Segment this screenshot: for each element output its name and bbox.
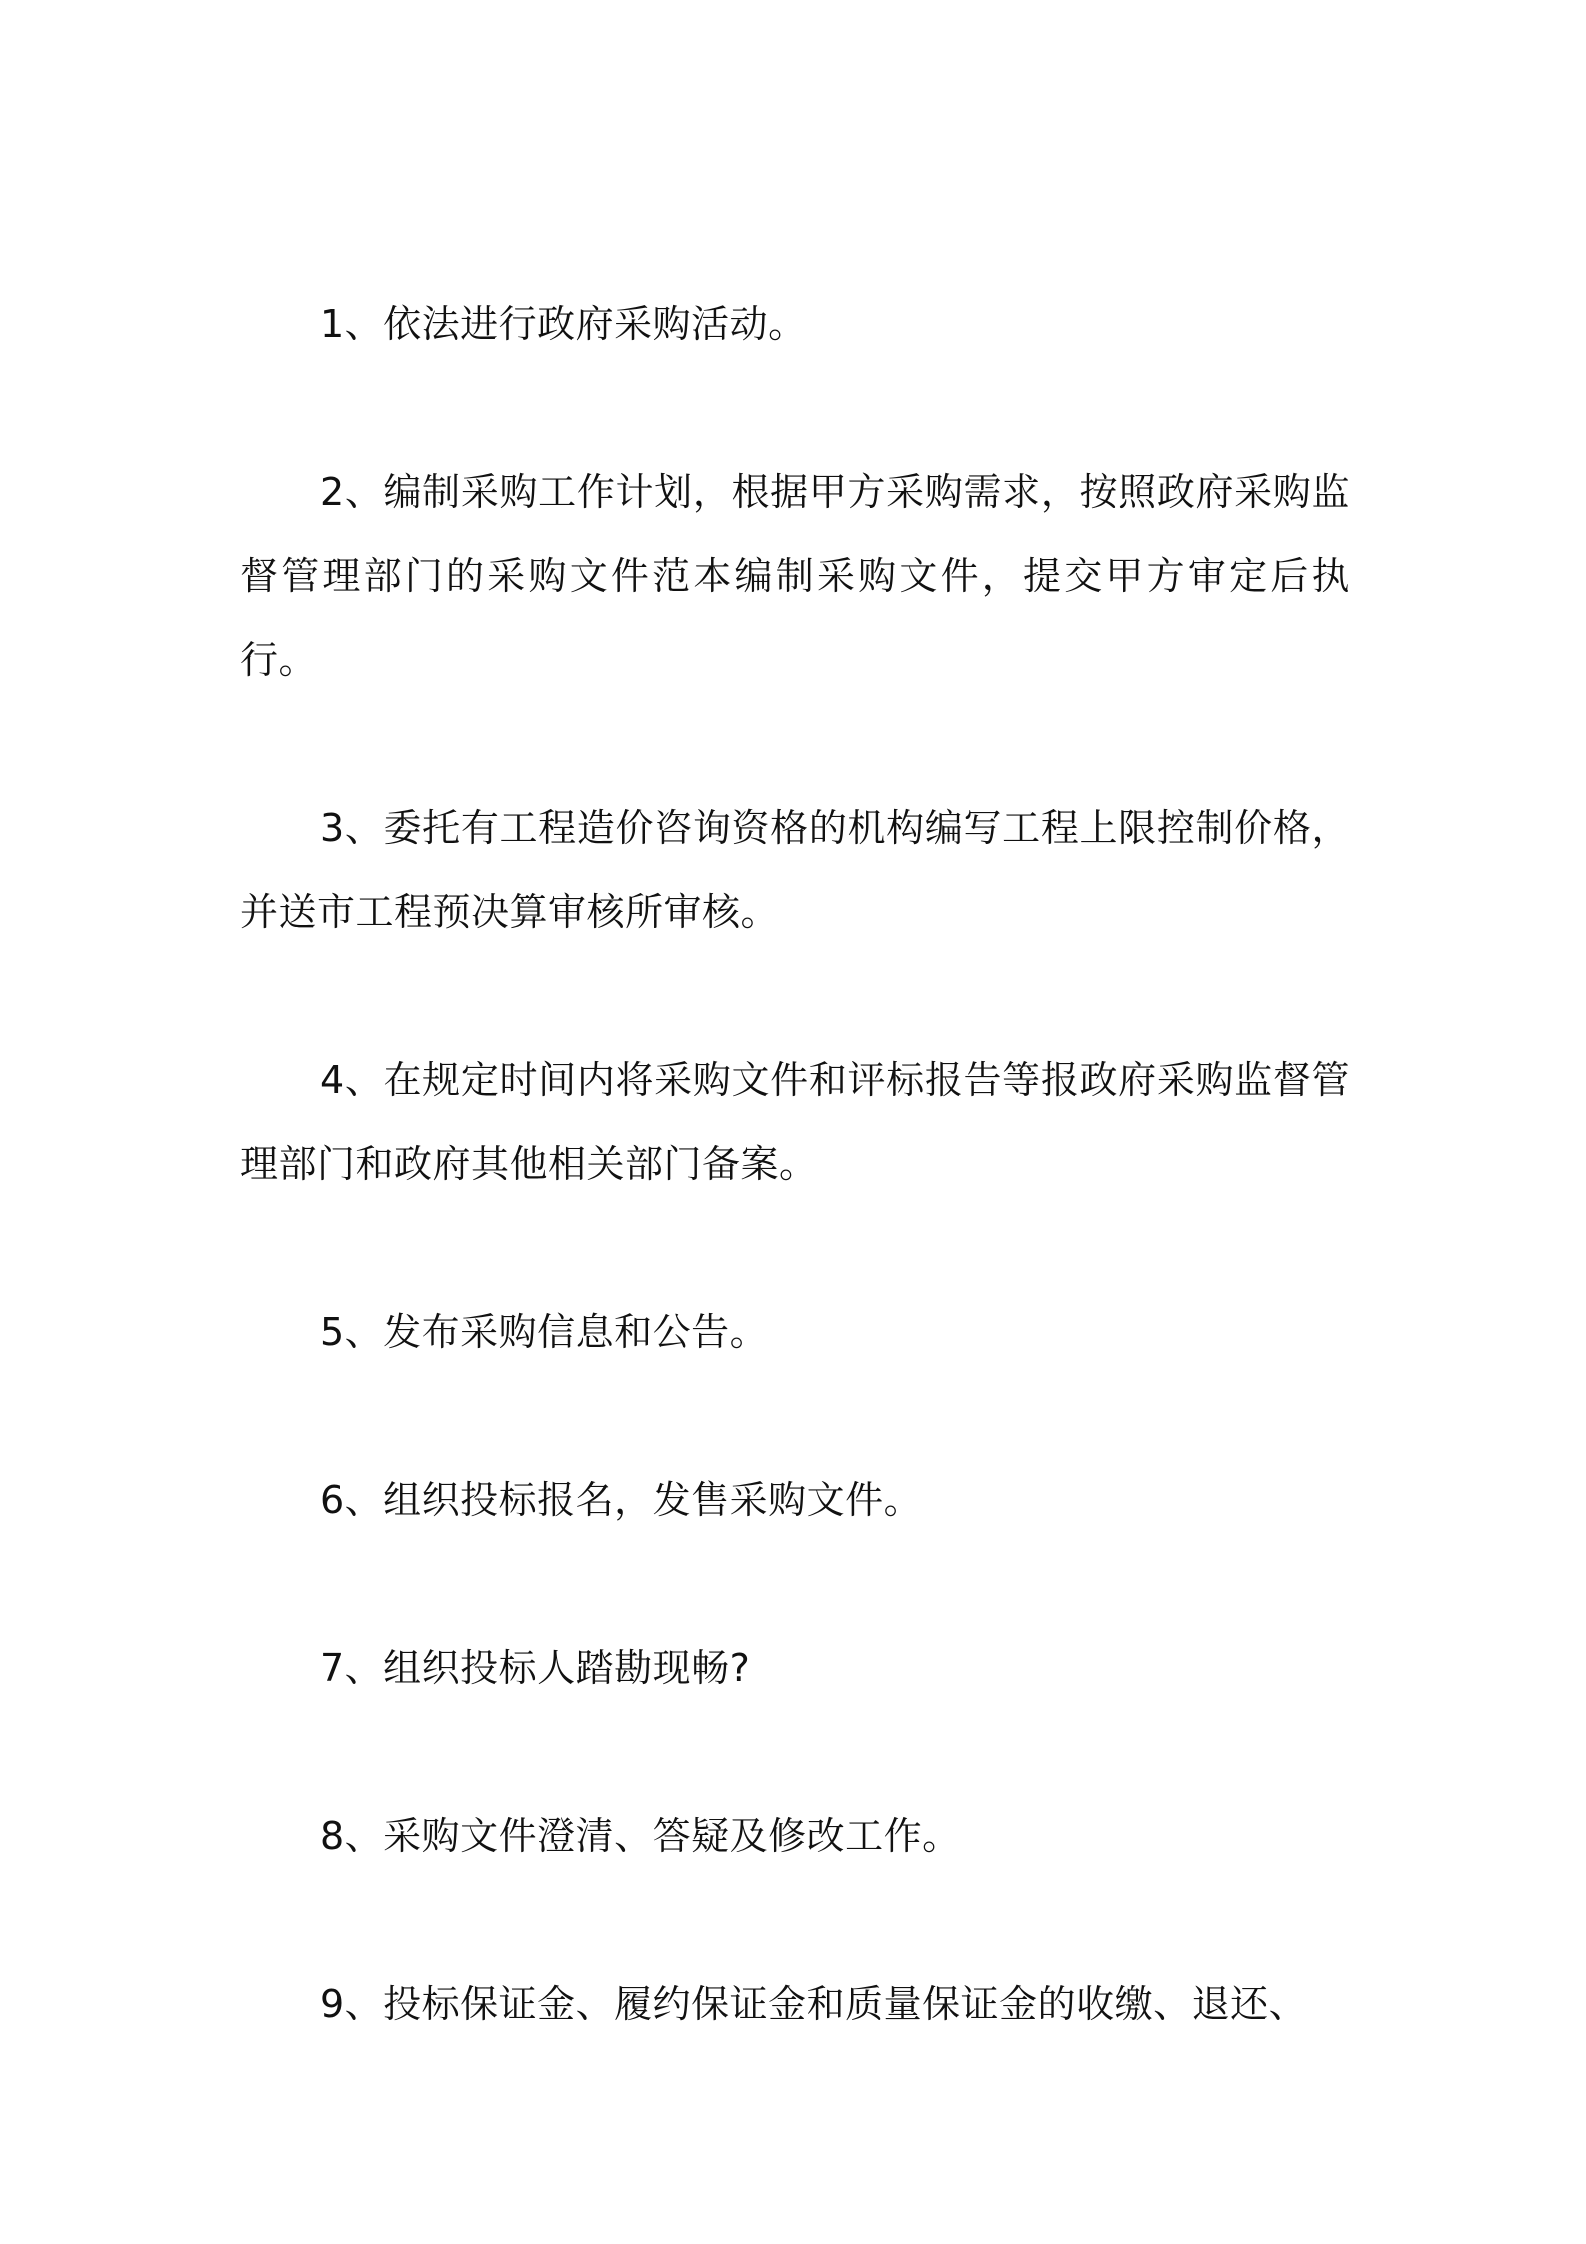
paragraph-5: 5、发布采购信息和公告。	[320, 1310, 769, 1354]
paragraph-2: 2、编制采购工作计划，根据甲方采购需求，按照政府采购监督管理部门的采购文件范本编制采购文件，提交甲方审定后执行。	[240, 470, 1350, 682]
paragraph-4: 4、在规定时间内将采购文件和评标报告等报政府采购监督管理部门和政府其他相关部门备案。	[240, 1058, 1350, 1186]
paragraph-1: 1、依法进行政府采购活动。	[320, 302, 807, 346]
document-body	[240, 282, 1350, 2046]
paragraph-8: 8、采购文件澄清、答疑及修改工作。	[320, 1814, 961, 1858]
paragraph-7: 7、组织投标人踏勘现畅?	[320, 1646, 751, 1690]
paragraph-9: 9、投标保证金、履约保证金和质量保证金的收缴、退还、	[320, 1982, 1308, 2026]
paragraph-6: 6、组织投标报名，发售采购文件。	[320, 1478, 923, 1522]
paragraph-3: 3、委托有工程造价咨询资格的机构编写工程上限控制价格，并送市工程预决算审核所审核。	[240, 806, 1350, 934]
